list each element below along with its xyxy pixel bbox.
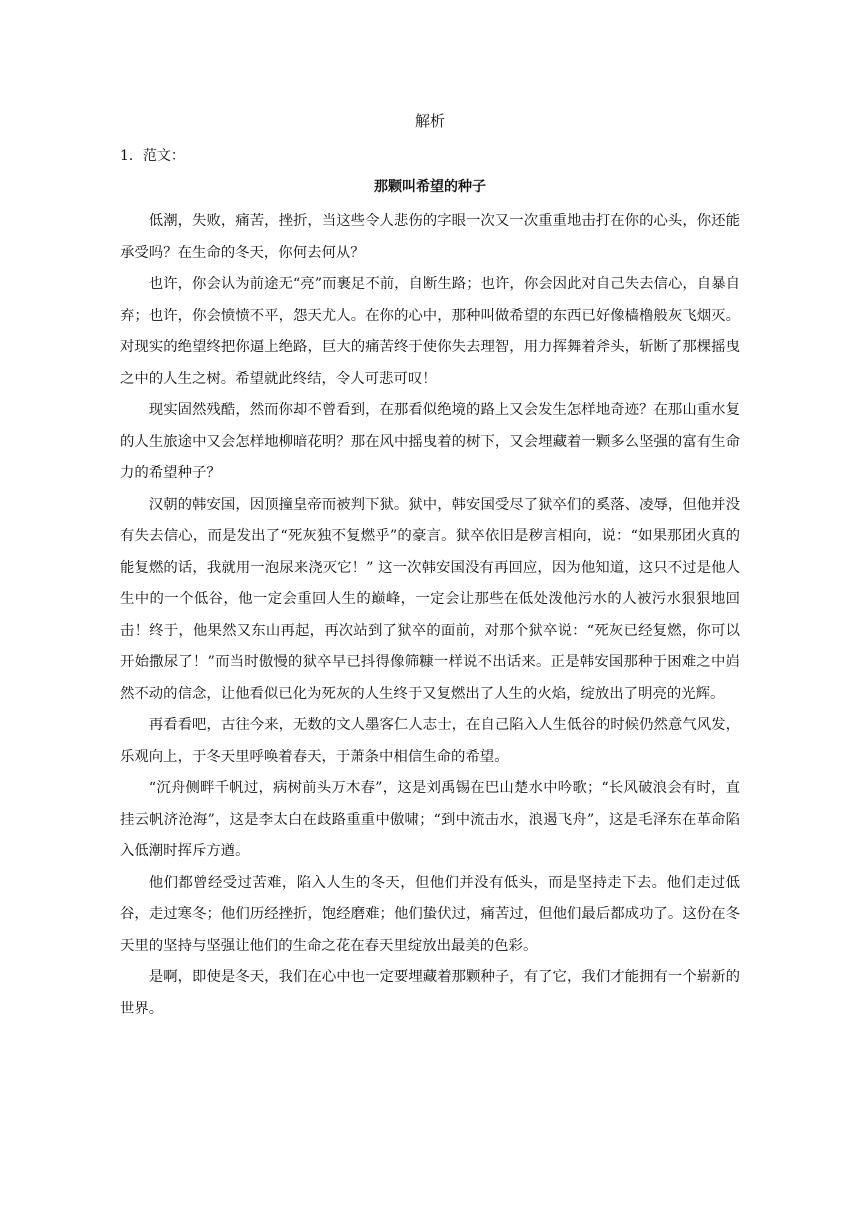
essay-paragraph: “沉舟侧畔千帆过，病树前头万木春”，这是刘禹锡在巴山楚水中吟歌；“长风破浪会有时，直挂云帆济沧海”，这是李太白在歧路重重中傲啸；“到中流击水，浪遏飞舟”，这是毛泽东在革命陷入低潮时挥斥方遒。 [120, 780, 740, 859]
essay-body [120, 206, 740, 1025]
essay-paragraph: 是啊，即使是冬天，我们在心中也一定要埋藏着那颗种子，有了它，我们才能拥有一个崭新的世界。 [120, 969, 740, 1017]
essay-paragraph: 低潮，失败，痛苦，挫折，当这些令人悲伤的字眼一次又一次重重地击打在你的心头，你还能承受吗？在生命的冬天，你何去何从？ [120, 213, 740, 261]
essay-paragraph: 他们都曾经受过苦难，陷入人生的冬天，但他们并没有低头，而是坚持走下去。他们走过低谷，走过寒冬；他们历经挫折，饱经磨难；他们蛰伏过，痛苦过，但他们最后都成功了。这份在冬天里的坚持与坚强让他们的生命之花在春天里绽放出最美的色彩。 [120, 874, 740, 954]
essay-paragraph: 再看看吧，古往今来，无数的文人墨客仁人志士，在自己陷入人生低谷的时候仍然意气风发，乐观向上，于冬天里呼唤着春天，于萧条中相信生命的希望。 [120, 717, 740, 765]
section-heading: 解析 [414, 112, 445, 130]
question-label: 1．范文： [120, 148, 185, 164]
essay-title: 那颗叫希望的种子 [374, 179, 486, 195]
essay-paragraph: 也许，你会认为前途无“亮”而裹足不前，自断生路；也许，你会因此对自己失去信心，自暴自弃；也许，你会愤愤不平，怨天尤人。在你的心中，那种叫做希望的东西已好像樯橹般灰飞烟灭。对现实的绝望终把你逼上绝路，巨大的痛苦终于使你失去理智，用力挥舞着斧头，斩断了那棵摇曳之中的人生之树。希望就此终结，令人可悲可叹！ [120, 276, 740, 387]
essay-paragraph: 汉朝的韩安国，因顶撞皇帝而被判下狱。狱中，韩安国受尽了狱卒们的奚落、凌辱，但他并没有失去信心，而是发出了“死灰独不复燃乎”的豪言。狱卒依旧是秽言相向，说：“如果那团火真的能复燃的话，我就用一泡尿来浇灭它！” 这一次韩安国没有再回应，因为他知道，这只不过是他人生中的一个低谷，他一定会重回人生的巅峰，一定会让那些在低处泼他污水的人被污水狠狠地回击！终于，他果然又东山再起，再次站到了狱卒的面前，对那个狱卒说：“死灰已经复燃，你可以开始撒尿了！”而当时傲慢的狱卒早已抖得像筛糠一样说不出话来。正是韩安国那种于困难之中岿然不动的信念，让他看似已化为死灰的人生终于又复燃出了人生的火焰，绽放出了明亮的光辉。 [120, 496, 740, 702]
essay-paragraph: 现实固然残酷，然而你却不曾看到，在那看似绝境的路上又会发生怎样地奇迹？在那山重水复的人生旅途中又会怎样地柳暗花明？那在风中摇曳着的树下，又会埋藏着一颗多么坚强的富有生命力的希望种子？ [120, 402, 740, 481]
